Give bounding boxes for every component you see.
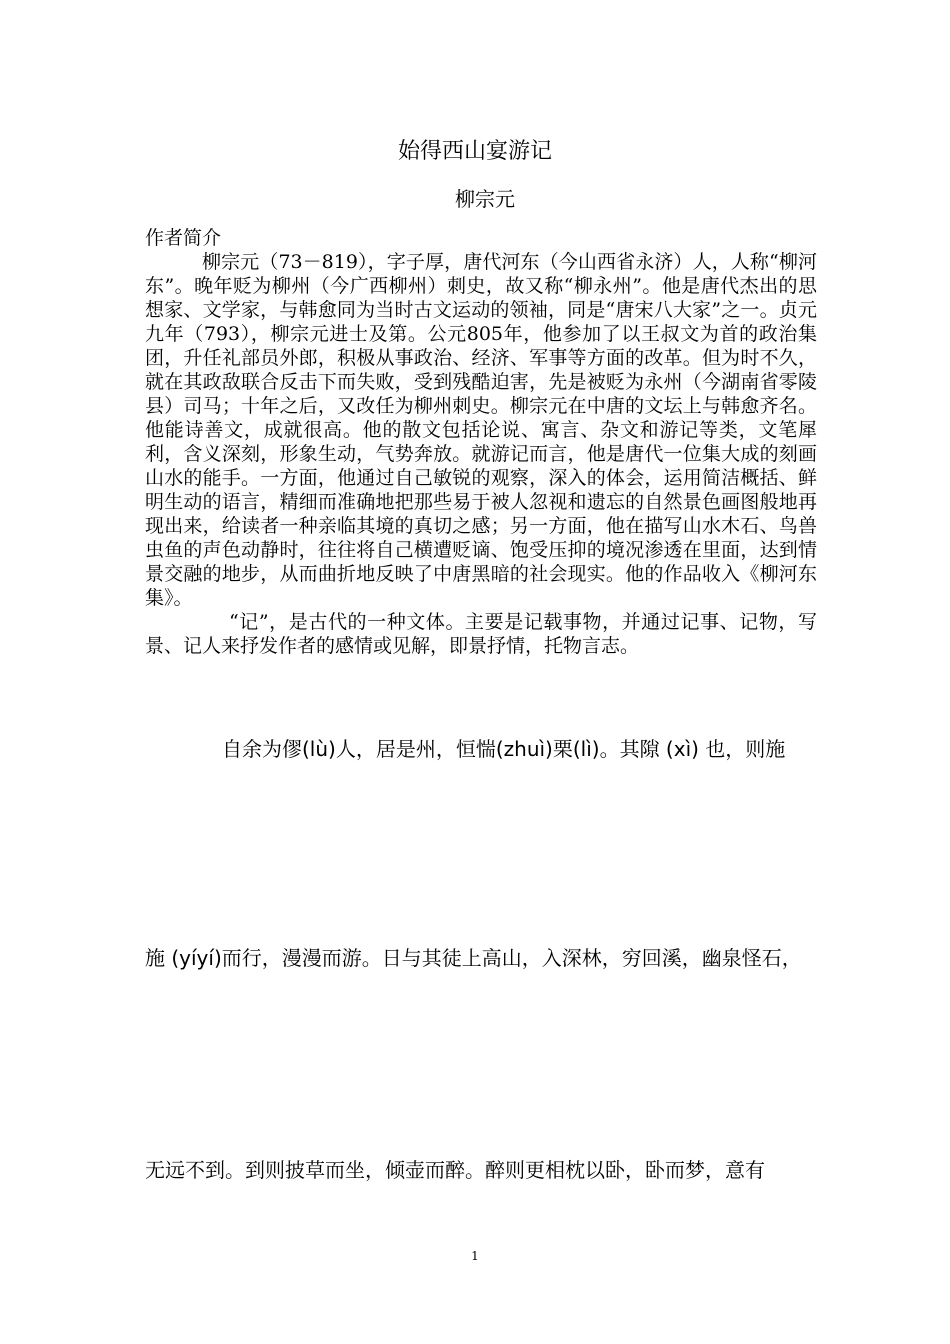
essay-line: 施 (yíyí)而行，漫漫而游。日与其徒上高山，入深林，穷回溪，幽泉怪石， bbox=[145, 946, 802, 970]
essay-line: 无远不到。到则披草而坐，倾壶而醉。醉则更相枕以卧，卧而梦，意有 bbox=[145, 1158, 765, 1182]
ji-genre-paragraph: “记”，是古代的一种文体。主要是记载事物，并通过记事、记物，写景、记人来抒发作者的感情或见解，即景抒情，托物言志。 bbox=[145, 611, 817, 657]
author-name: 柳宗元 bbox=[455, 187, 515, 211]
author-introduction bbox=[145, 226, 817, 658]
document-title: 始得西山宴游记 bbox=[397, 139, 552, 164]
essay-line: 自余为僇(lù)人，居是州，恒惴(zhuì)栗(lì)。其隙 (xì) 也，则施 bbox=[222, 737, 786, 761]
page-number: 1 bbox=[471, 1249, 479, 1263]
intro-heading: 作者简介 bbox=[145, 227, 222, 249]
bio-paragraph: 柳宗元（73－819），字子厚，唐代河东（今山西省永济）人，人称“柳河东”。晚年贬为柳州（今广西柳州）刺史，故又称“柳永州”。他是唐代杰出的思想家、文学家，与韩愈同为当时古文运动的领袖，同是“唐宋八大家”之一。贞元九年（793），柳宗元进士及第。公元805年，他参加了以王叔文为首的政治集团，升任礼部员外郎，积极从事政治、经济、军事等方面的改革。但为时不久，就在其政敌联合反击下而失败，受到残酷迫害，先是被贬为永州（今湖南省零陵县）司马；十年之后，又改任为柳州刺史。柳宗元在中唐的文坛上与韩愈齐名。他能诗善文，成就很高。他的散文包括论说、寓言、杂文和游记等类，文笔犀利，含义深刻，形象生动，气势奔放。就游记而言，他是唐代一位集大成的刻画山水的能手。一方面，他通过自己敏锐的观察，深入的体会，运用简洁概括、鲜明生动的语言，精细而准确地把那些易于被人忽视和遗忘的自然景色画图般地再现出来，给读者一种亲临其境的真切之感；另一方面，他在描写山水木石、鸟兽虫鱼的声色动静时，往往将自己横遭贬谪、饱受压抑的境况渗透在里面，达到情景交融的地步，从而曲折地反映了中唐黑暗的社会现实。他的作品收入《柳河东集》。 bbox=[145, 251, 817, 609]
